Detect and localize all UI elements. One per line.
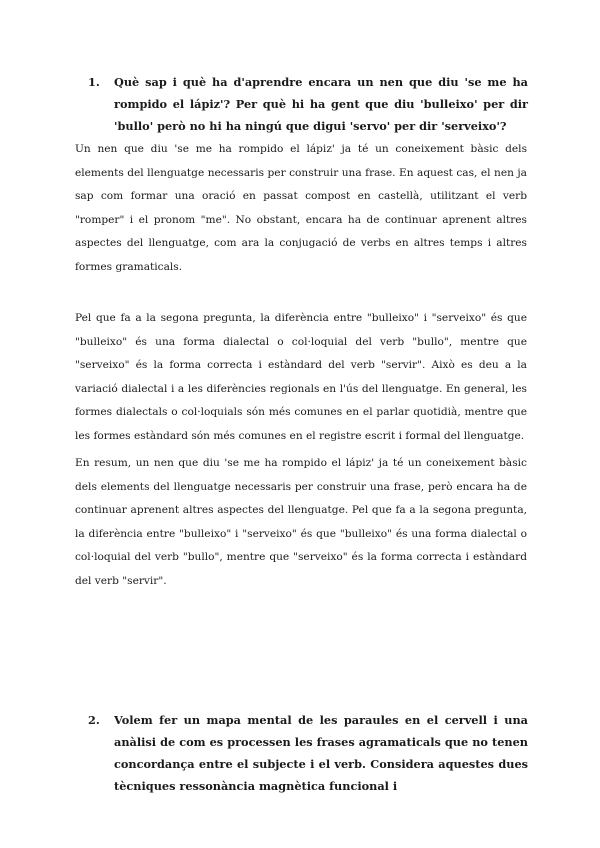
question-1-text: Què sap i què ha d'aprendre encara un nen que diu 'se me ha rompido el lápiz'? Per què hi ha gent que diu 'bulleixo' per dir 'bullo' però no hi ha ningú que digui 'servo' per dir 'serveixo'? xyxy=(114,75,528,133)
question-2 xyxy=(88,709,528,797)
question-1-number: 1. xyxy=(88,75,100,89)
question-2-number: 2. xyxy=(88,713,100,727)
answer-paragraph-3: En resum, un nen que diu 'se me ha rompido el lápiz' ja té un coneixement bàsic dels elements del llenguatge necessaris per construir una frase, però encara ha de continuar aprenent altres aspectes del llenguatge. Pel que fa a la segona pregunta, la diferència entre "bulleixo" i "serveixo" és que "bulleixo" és una forma dialectal o col·loquial del verb "bullo", mentre que "serveixo" és la forma correcta i estàndard del verb "servir". xyxy=(75,457,527,587)
question-1 xyxy=(88,71,528,137)
answer-paragraph-1: Un nen que diu 'se me ha rompido el lápiz' ja té un coneixement bàsic dels elements del llenguatge necessaris per construir una frase. En aquest cas, el nen ja sap com formar una oració en passat compost en castellà, utilitzant el verb "romper" i el pronom "me". No obstant, encara ha de continuar aprenent altres aspectes del llenguatge, com ara la conjugació de verbs en altres temps i altres formes gramaticals. xyxy=(75,143,527,273)
question-2-text: Volem fer un mapa mental de les paraules en el cervell i una anàlisi de com es processen les frases agramaticals que no tenen concordança entre el subjecte i el verb. Considera aquestes dues tècniques ressonància magnètica funcional i xyxy=(114,713,528,793)
answer-paragraph-2: Pel que fa a la segona pregunta, la diferència entre "bulleixo" i "serveixo" és que "bulleixo" és una forma dialectal o col·loquial del verb "bullo", mentre que "serveixo" és la forma correcta i estàndard del verb "servir". Això es deu a la variació dialectal i a les diferències regionals en l'ús del llenguatge. En general, les formes dialectals o col·loquials són més comunes en el parlar quotidià, mentre que les formes estàndard són més comunes en el registre escrit i formal del llenguatge. xyxy=(75,312,527,442)
